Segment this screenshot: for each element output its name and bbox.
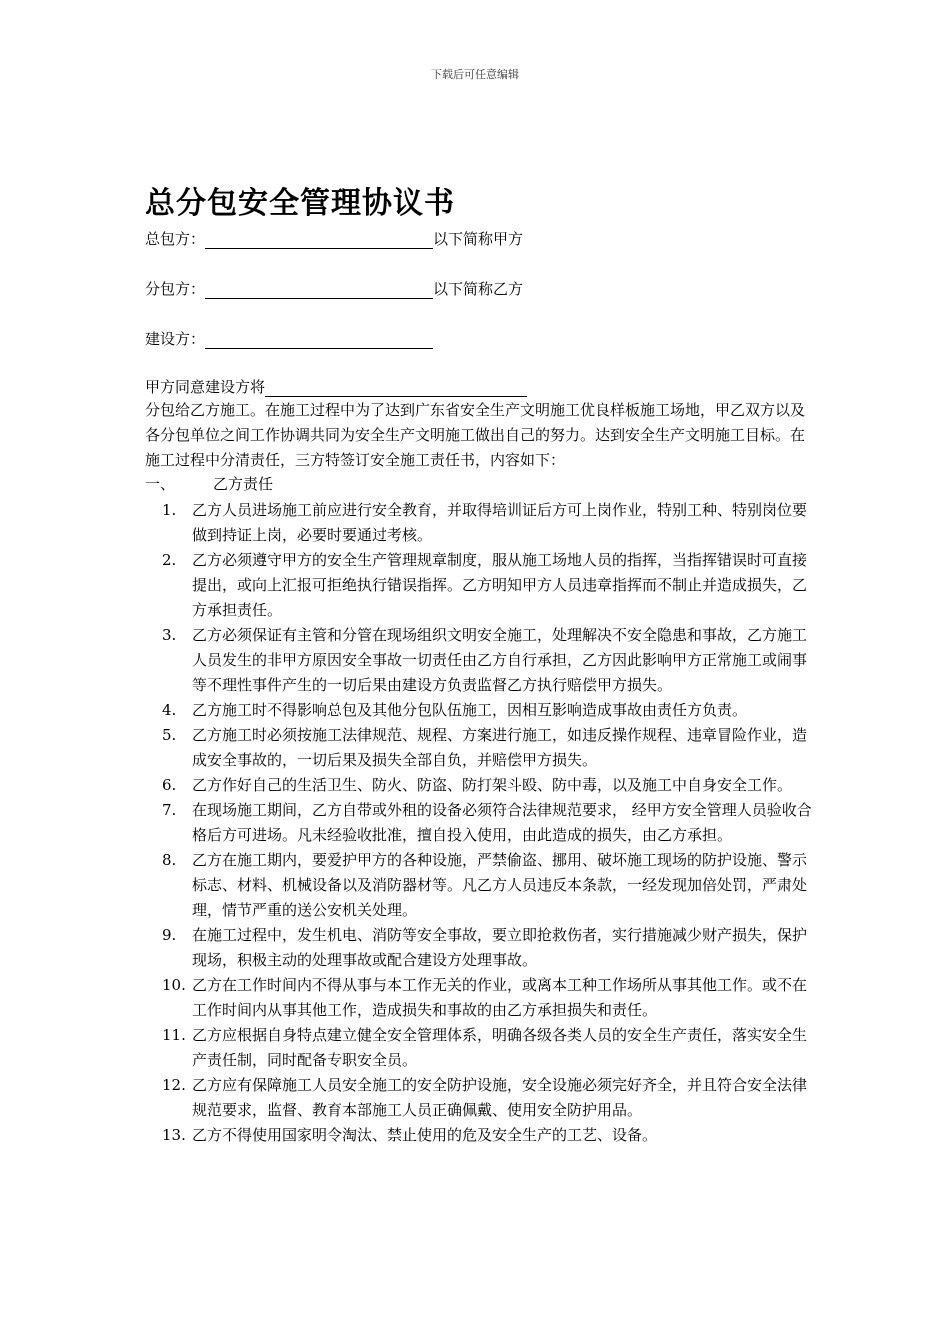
item-text: 乙方施工时不得影响总包及其他分包队伍施工，因相互影响造成事故由责任方负责。	[192, 701, 748, 719]
field-label: 建设方：	[145, 330, 206, 348]
item-number: 9.	[162, 926, 177, 944]
developer-field	[145, 328, 433, 349]
item-number: 8.	[162, 851, 177, 869]
list-item	[145, 1123, 817, 1148]
intro-paragraph: 分包给乙方施工。在施工过程中为了达到广东省安全生产文明施工优良样板施工场地，甲乙双方以及各分包单位之间工作协调共同为安全生产文明施工做出自己的努力。达到安全生产文明施工目标。在施工过程中分清责任，三方特签订安全施工责任书，内容如下：	[145, 401, 806, 469]
list-item	[145, 1073, 817, 1123]
list-item	[145, 848, 817, 923]
item-text: 乙方必须保证有主管和分管在现场组织文明安全施工，处理解决不安全隐患和事故，乙方施工人员发生的非甲方原因安全事故一切责任由乙方自行承担，乙方因此影响甲方正常施工或闹事等不理性事件产生的一切后果由建设方负责监督乙方执行赔偿甲方损失。	[192, 626, 808, 694]
list-item	[145, 973, 817, 1023]
document-title: 总分包安全管理协议书	[145, 186, 455, 221]
field-suffix: 以下简称甲方	[433, 230, 524, 248]
developer-blank[interactable]	[205, 332, 433, 349]
section-number: 一、	[145, 475, 176, 493]
subcontractor-blank[interactable]	[205, 282, 433, 299]
item-text: 乙方施工时必须按施工法律规范、规程、方案进行施工，如违反操作规程、违章冒险作业，造成安全事故的，一切后果及损失全部自负，并赔偿甲方损失。	[192, 726, 808, 769]
field-label: 总包方：	[145, 230, 206, 248]
list-item	[145, 548, 817, 623]
item-text: 乙方在施工期内，要爱护甲方的各种设施，严禁偷盗、挪用、破坏施工现场的防护设施、警示标志、材料、机械设备以及消防器材等。凡乙方人员违反本条款，一经发现加倍处罚，严肃处理，情节严重的送公安机关处理。	[192, 851, 808, 919]
general-contractor-field	[145, 228, 523, 249]
subcontractor-field	[145, 278, 523, 299]
item-number: 6.	[162, 776, 177, 794]
list-item	[145, 723, 817, 773]
list-item	[145, 698, 817, 723]
item-text: 乙方人员进场施工前应进行安全教育，并取得培训证后方可上岗作业，特别工种、特别岗位要做到持证上岗，必要时要通过考核。	[192, 501, 808, 544]
item-number: 5.	[162, 726, 177, 744]
item-text: 在施工过程中，发生机电、消防等安全事故，要立即抢救伤者，实行措施减少财产损失，保护现场，积极主动的处理事故或配合建设方处理事故。	[192, 926, 808, 969]
field-label: 分包方：	[145, 280, 206, 298]
item-number: 11.	[162, 1026, 186, 1044]
item-number: 1.	[162, 501, 177, 519]
item-number: 12.	[162, 1076, 186, 1094]
item-text: 乙方应根据自身特点建立健全安全管理体系，明确各级各类人员的安全生产责任，落实安全生产责任制，同时配备专职安全员。	[192, 1026, 808, 1069]
item-text: 乙方应有保障施工人员安全施工的安全防护设施，安全设施必须完好齐全，并且符合安全法律规范要求，监督、教育本部施工人员正确佩戴、使用安全防护用品。	[192, 1076, 808, 1119]
item-text: 乙方作好自己的生活卫生、防火、防盗、防打架斗殴、防中毒，以及施工中自身安全工作。	[192, 776, 793, 794]
item-number: 3.	[162, 626, 177, 644]
field-suffix: 以下简称乙方	[433, 280, 524, 298]
item-number: 2.	[162, 551, 177, 569]
project-field	[145, 376, 527, 397]
list-item	[145, 623, 817, 698]
project-blank[interactable]	[265, 380, 527, 397]
list-item	[145, 1023, 817, 1073]
item-number: 4.	[162, 701, 177, 719]
item-number: 13.	[162, 1126, 186, 1144]
general-contractor-blank[interactable]	[205, 232, 433, 249]
list-item	[145, 498, 817, 548]
section-heading	[145, 473, 273, 494]
item-number: 10.	[162, 976, 186, 994]
item-text: 乙方必须遵守甲方的安全生产管理规章制度，服从施工场地人员的指挥，当指挥错误时可直接提出，或向上汇报可拒绝执行错误指挥。乙方明知甲方人员违章指挥而不制止并造成损失，乙方承担责任。	[192, 551, 808, 619]
item-text: 在现场施工期间，乙方自带或外租的设备必须符合法律规范要求， 经甲方安全管理人员验收合格后方可进场。凡未经验收批准，擅自投入使用，由此造成的损失，由乙方承担。	[192, 801, 812, 844]
section-title: 乙方责任	[213, 475, 274, 493]
list-item	[145, 798, 817, 848]
list-item	[145, 923, 817, 973]
responsibility-list	[145, 498, 817, 1148]
item-text: 乙方在工作时间内不得从事与本工作无关的作业，或离本工种工作场所从事其他工作。或不在工作时间内从事其他工作，造成损失和事故的由乙方承担损失和责任。	[192, 976, 808, 1019]
page-header-note: 下载后可任意编辑	[431, 68, 519, 81]
item-number: 7.	[162, 801, 177, 819]
list-item	[145, 773, 817, 798]
field-label: 甲方同意建设方将	[145, 378, 266, 396]
item-text: 乙方不得使用国家明令淘汰、禁止使用的危及安全生产的工艺、设备。	[192, 1126, 658, 1144]
